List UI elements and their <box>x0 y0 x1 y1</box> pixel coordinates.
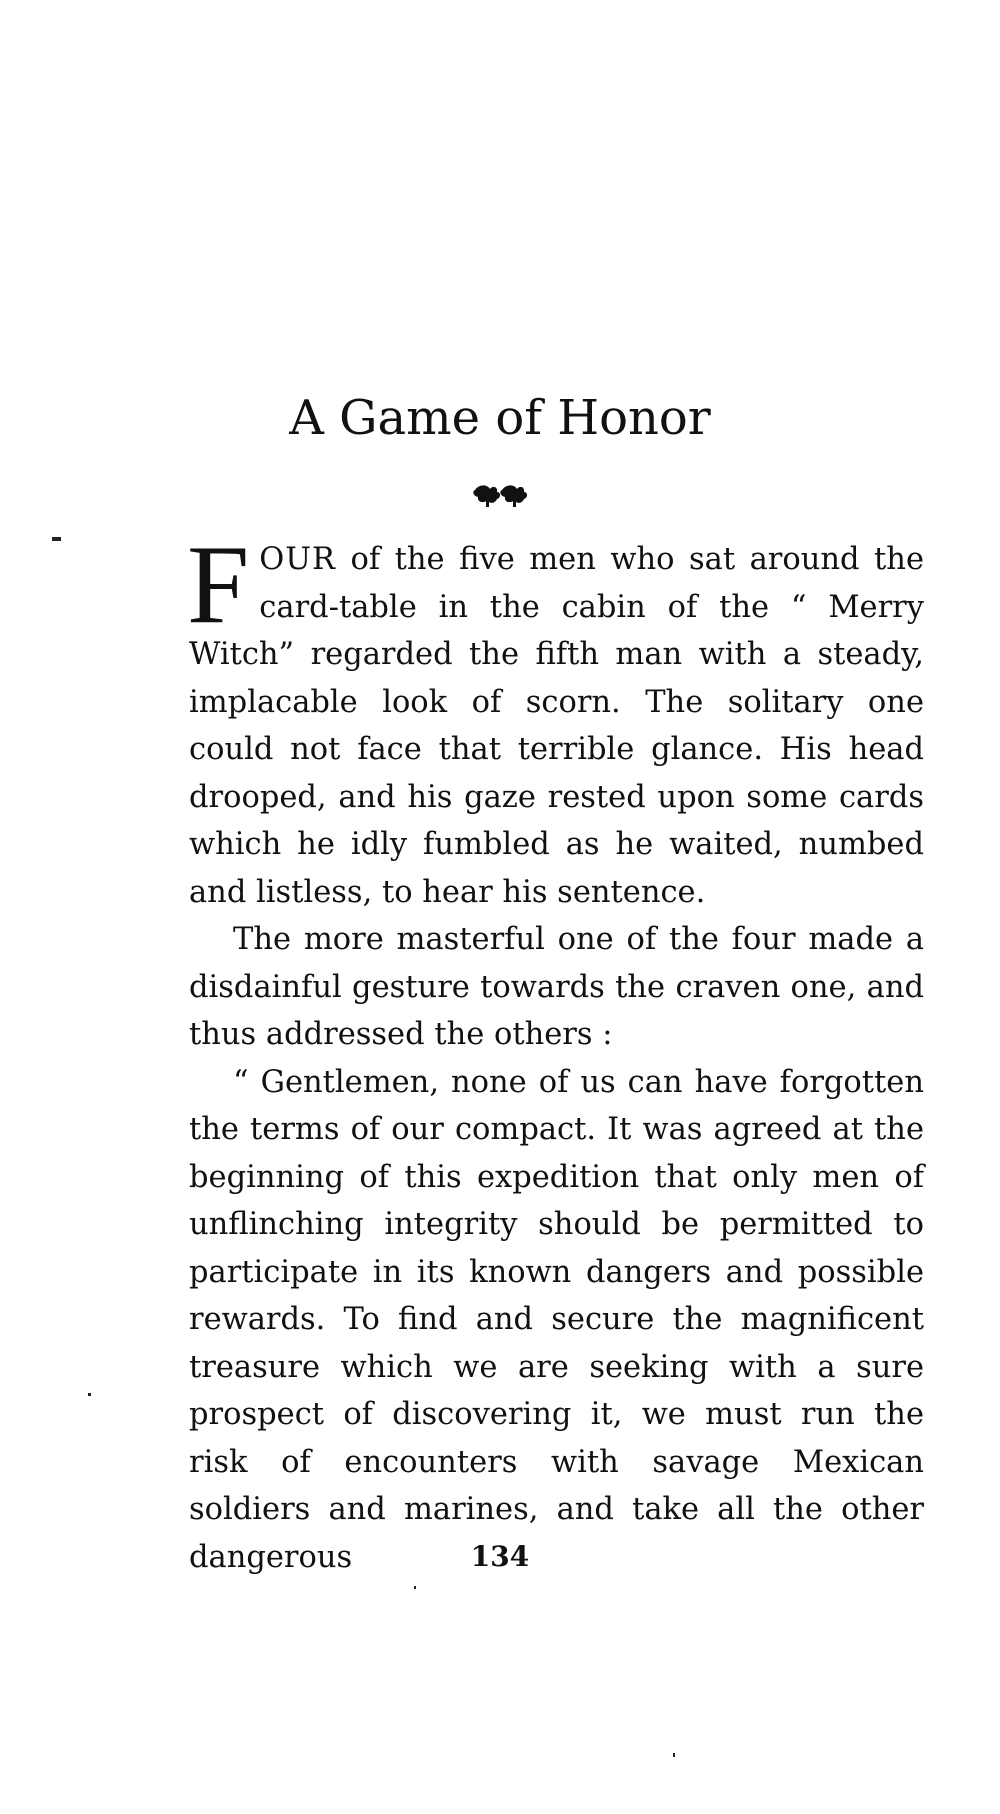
page-number: 134 <box>470 1540 530 1573</box>
paragraph-3: “ Gentlemen, none of us can have forgotten the terms of our compact. It was agreed at the beginning of this expedition that only men of unflinching integrity should be permitted to participate in its known dangers and possible rewards. To find and secure the magnificent treasure which we are seeking with a sure prospect of discovering it, we must run the risk of encounters with savage Mexican soldiers and marines, and take all the other dangerous <box>189 1064 924 1575</box>
paragraph-1 <box>187 523 924 916</box>
scan-speck <box>88 1393 91 1396</box>
fleuron-ornament-icon <box>0 482 1000 512</box>
scan-speck <box>52 537 61 541</box>
chapter-body <box>187 523 924 1581</box>
paragraph-lead: OUR <box>259 542 336 577</box>
drop-cap: F <box>187 523 250 647</box>
scan-speck <box>673 1753 675 1757</box>
chapter-title: A Game of Honor <box>289 390 711 446</box>
scan-speck <box>414 1586 416 1589</box>
paragraph-2: The more masterful one of the four made a disdainful gesture towards the craven one, and thus addressed the others : <box>189 922 924 1052</box>
paragraph-text: of the five men who sat around the card-table in the cabin of the “ Merry Witch” regarded the fifth man with a steady, implacable look of scorn. The solitary one could not face that terrible glance. His head drooped, and his gaze rested upon some cards which he idly fumbled as he waited, numbed and listless, to hear his sentence. <box>189 542 924 910</box>
